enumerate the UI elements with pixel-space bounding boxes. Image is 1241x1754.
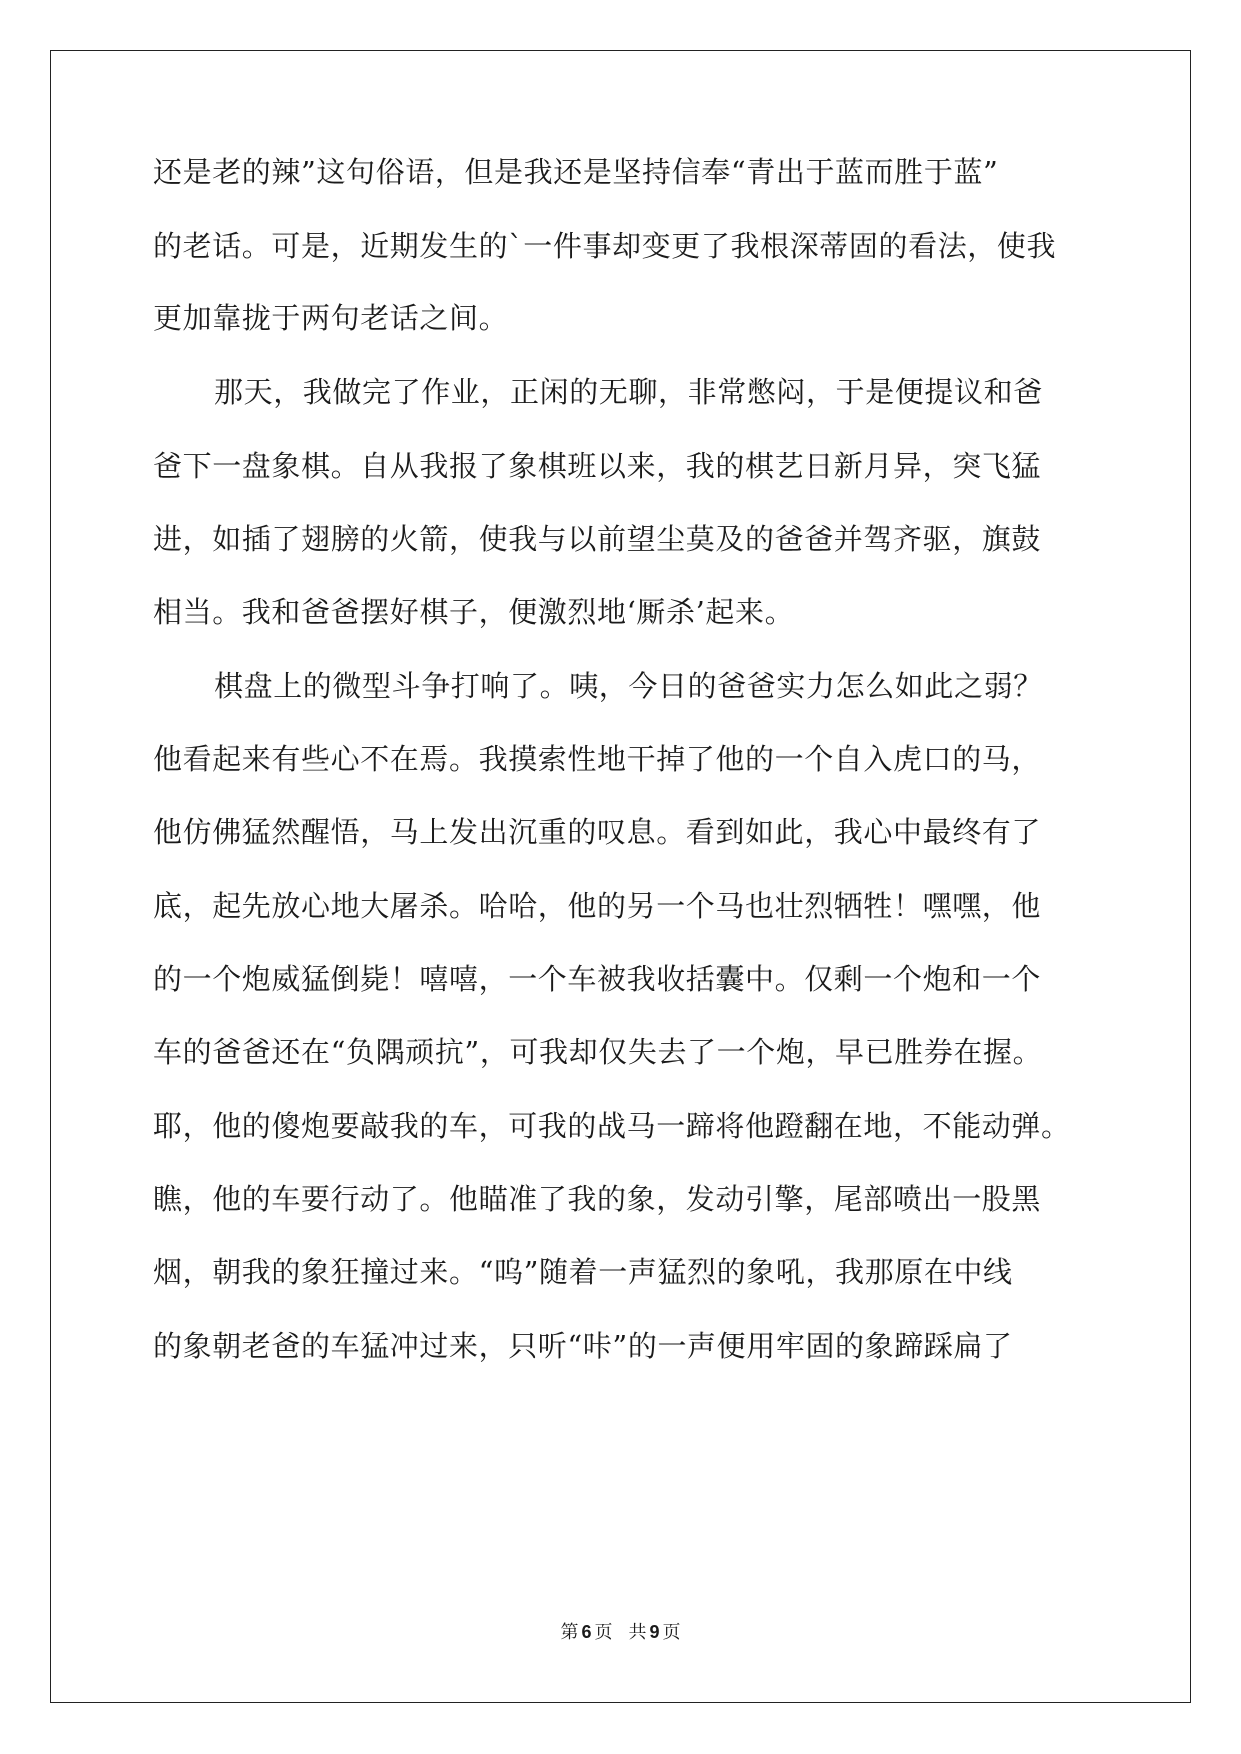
total-prefix: 共 (628, 1622, 647, 1643)
paragraph-line: 棋盘上的微型斗争打响了。咦，今日的爸爸实力怎么如此之弱？ (214, 669, 1043, 703)
paragraph-line: 进，如插了翅膀的火箭，使我与以前望尘莫及的爸爸并驾齐驱，旗鼓 (153, 522, 1042, 556)
total-suffix: 页 (662, 1622, 681, 1643)
paragraph-line: 那天，我做完了作业，正闲的无聊，非常憋闷，于是便提议和爸 (214, 375, 1043, 409)
paragraph-line: 他看起来有些心不在焉。我摸索性地干掉了他的一个自入虎口的马， (153, 742, 1042, 776)
paragraph-line: 更加靠拢于两句老话之间。 (153, 301, 509, 335)
paragraph-line: 底，起先放心地大屠杀。哈哈，他的另一个马也壮烈牺牲！嘿嘿，他 (153, 889, 1042, 923)
page-prefix: 第 (560, 1622, 579, 1643)
page-suffix: 页 (594, 1622, 613, 1643)
paragraph-line: 车的爸爸还在“负隅顽抗”，可我却仅失去了一个炮，早已胜券在握。 (153, 1035, 1043, 1069)
paragraph-line: 爸下一盘象棋。自从我报了象棋班以来，我的棋艺日新月异，突飞猛 (153, 449, 1042, 483)
paragraph-line: 的象朝老爸的车猛冲过来，只听“咔”的一声便用牢固的象蹄踩扁了 (153, 1329, 1013, 1363)
paragraph-line: 的老话。可是，近期发生的`一件事却变更了我根深蒂固的看法，使我 (153, 229, 1057, 263)
page-total: 9 (649, 1622, 660, 1642)
paragraph-line: 还是老的辣”这句俗语，但是我还是坚持信奉“青出于蓝而胜于蓝” (153, 155, 999, 189)
paragraph-line: 耶，他的傻炮要敲我的车，可我的战马一蹄将他蹬翻在地，不能动弹。 (153, 1109, 1071, 1143)
paragraph-line: 的一个炮威猛倒毙！嘻嘻，一个车被我收括囊中。仅剩一个炮和一个 (153, 962, 1042, 996)
paragraph-line: 烟，朝我的象狂撞过来。“呜”随着一声猛烈的象吼，我那原在中线 (153, 1255, 1013, 1289)
paragraph-line: 他仿佛猛然醒悟，马上发出沉重的叹息。看到如此，我心中最终有了 (153, 815, 1042, 849)
paragraph-line: 相当。我和爸爸摆好棋子，便激烈地‘厮杀’起来。 (153, 595, 795, 629)
page-current: 6 (581, 1622, 592, 1642)
page-footer (0, 1620, 1241, 1645)
paragraph-line: 瞧，他的车要行动了。他瞄准了我的象，发动引擎，尾部喷出一股黑 (153, 1182, 1042, 1216)
